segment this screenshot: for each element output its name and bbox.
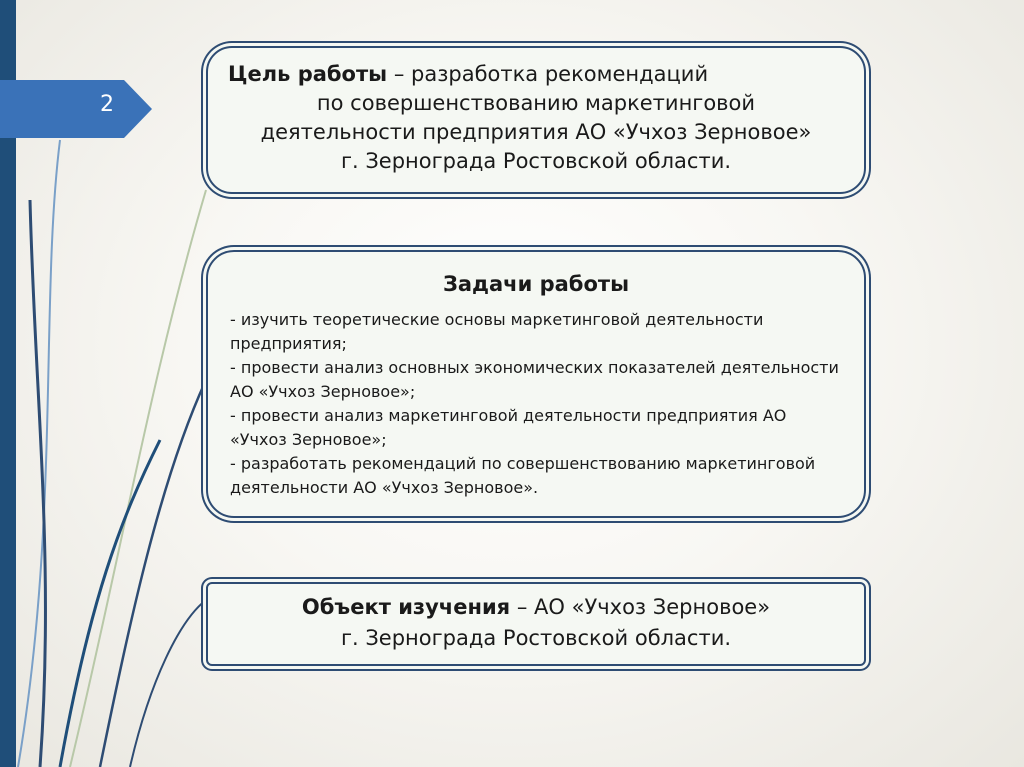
goal-line-2: по совершенствованию маркетинговой (316, 91, 756, 115)
tasks-list (230, 308, 846, 500)
goal-line-4: г. Зернограда Ростовской области. (340, 149, 732, 173)
tasks-box (206, 250, 866, 518)
task-item: - разработать рекомендаций по совершенствованию маркетинговой деятельности АО «Учхоз Зерновое». (230, 454, 816, 497)
goal-separator: – (387, 62, 412, 86)
object-box (206, 582, 866, 666)
object-separator: – (510, 595, 535, 619)
object-text (218, 592, 854, 654)
slide-number: 2 (100, 92, 114, 117)
goal-first-line (222, 60, 850, 89)
goal-box (206, 46, 866, 194)
object-label: Объект изучения (301, 595, 511, 619)
goal-line-1: разработка рекомендаций (411, 62, 709, 86)
task-item: - изучить теоретические основы маркетинговой деятельности предприятия; (230, 310, 764, 353)
goal-label: Цель работы (228, 62, 388, 86)
task-item: - провести анализ основных экономических показателей деятельности АО «Учхоз Зерновое»; (230, 358, 839, 401)
goal-text (222, 60, 850, 176)
tasks-title: Задачи работы (442, 272, 630, 296)
object-line-2: г. Зернограда Ростовской области. (340, 626, 732, 650)
object-line-1: АО «Учхоз Зерновое» (534, 595, 771, 619)
task-item: - провести анализ маркетинговой деятельности предприятия АО «Учхоз Зерновое»; (230, 406, 787, 449)
goal-line-3: деятельности предприятия АО «Учхоз Зерновое» (260, 120, 812, 144)
slide-number-tab (0, 80, 152, 138)
